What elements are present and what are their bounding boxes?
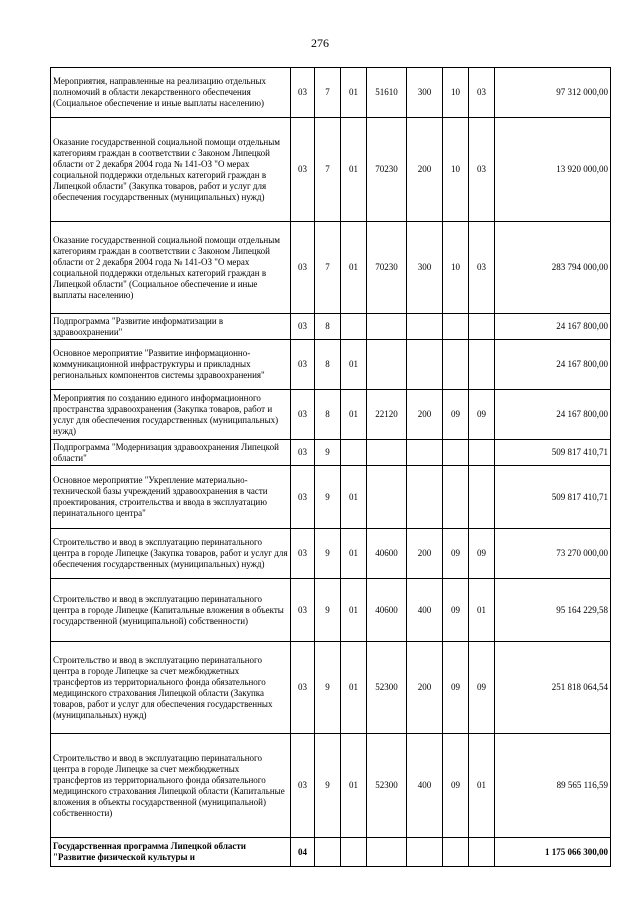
cell-code-expense-type: 200 [407, 529, 443, 579]
cell-code-direction: 22120 [367, 390, 407, 440]
cell-code-program: 03 [291, 390, 315, 440]
table-row [51, 222, 611, 314]
cell-code-program: 03 [291, 579, 315, 642]
cell-code-section: 09 [443, 529, 469, 579]
cell-code-activity: 01 [341, 118, 367, 222]
cell-code-subprogram: 9 [315, 734, 341, 838]
row-name: Мероприятия, направленные на реализацию отдельных полномочий в области лекарственного обеспечения (Социальное обеспечение и иные выплаты населению) [51, 68, 291, 118]
cell-code-program: 04 [291, 838, 315, 867]
cell-code-direction: 70230 [367, 222, 407, 314]
row-name: Основное мероприятие "Укрепление материально-технической базы учреждений здравоохранения в части проектирования, строительства и ввода в эксплуатацию перинатального центра" [51, 466, 291, 529]
cell-sum: 24 167 800,00 [495, 340, 611, 390]
cell-code-subsection: 09 [469, 390, 495, 440]
cell-code-activity: 01 [341, 642, 367, 734]
cell-sum: 509 817 410,71 [495, 440, 611, 466]
table-row [51, 642, 611, 734]
table-row [51, 734, 611, 838]
cell-code-subprogram: 8 [315, 340, 341, 390]
cell-code-direction: 51610 [367, 68, 407, 118]
cell-code-subprogram: 9 [315, 579, 341, 642]
cell-code-subprogram: 8 [315, 390, 341, 440]
cell-code-expense-type [407, 440, 443, 466]
cell-code-section: 10 [443, 222, 469, 314]
cell-code-section [443, 440, 469, 466]
row-name: Оказание государственной социальной помощи отдельным категориям граждан в соответствии с Законом Липецкой области от 2 декабря 2004 года № 141-ОЗ "О мерах социальной поддержки отдельных категорий граждан в Липецкой области" (Закупка товаров, работ и услуг для обеспечения государственных (муниципальных) нужд) [51, 118, 291, 222]
cell-code-activity [341, 838, 367, 867]
table-row [51, 340, 611, 390]
cell-sum: 97 312 000,00 [495, 68, 611, 118]
cell-sum: 95 164 229,58 [495, 579, 611, 642]
cell-code-program: 03 [291, 529, 315, 579]
budget-table [50, 67, 611, 867]
row-name: Строительство и ввод в эксплуатацию перинатального центра в городе Липецке за счет межбюджетных трансфертов из территориального фонда обязательного медицинского страхования Липецкой области (Капитальные вложения в объекты государственной (муниципальной) собственности) [51, 734, 291, 838]
cell-code-direction [367, 838, 407, 867]
cell-code-activity: 01 [341, 222, 367, 314]
cell-code-section [443, 340, 469, 390]
cell-code-program: 03 [291, 68, 315, 118]
row-name: Строительство и ввод в эксплуатацию перинатального центра в городе Липецке (Капитальные вложения в объекты государственной (муниципальной) собственности) [51, 579, 291, 642]
row-name: Строительство и ввод в эксплуатацию перинатального центра в городе Липецке (Закупка товаров, работ и услуг для обеспечения государственных (муниципальных) нужд) [51, 529, 291, 579]
cell-code-program: 03 [291, 642, 315, 734]
cell-sum: 24 167 800,00 [495, 314, 611, 340]
cell-code-subprogram [315, 838, 341, 867]
cell-sum: 89 565 116,59 [495, 734, 611, 838]
cell-code-expense-type: 200 [407, 390, 443, 440]
cell-code-direction [367, 314, 407, 340]
cell-code-subsection [469, 340, 495, 390]
row-name: Мероприятия по созданию единого информационного пространства здравоохранения (Закупка товаров, работ и услуг для обеспечения государственных (муниципальных) нужд) [51, 390, 291, 440]
cell-code-expense-type: 300 [407, 222, 443, 314]
cell-code-program: 03 [291, 340, 315, 390]
table-row [51, 68, 611, 118]
cell-code-expense-type: 200 [407, 118, 443, 222]
cell-code-section [443, 838, 469, 867]
row-name: Подпрограмма "Развитие информатизации в здравоохранении" [51, 314, 291, 340]
cell-code-program: 03 [291, 466, 315, 529]
cell-code-program: 03 [291, 440, 315, 466]
cell-code-subprogram: 7 [315, 118, 341, 222]
cell-code-section: 09 [443, 642, 469, 734]
cell-code-expense-type [407, 838, 443, 867]
cell-code-direction: 70230 [367, 118, 407, 222]
row-name: Государственная программа Липецкой области "Развитие физической культуры и [51, 838, 291, 867]
cell-code-subprogram: 9 [315, 529, 341, 579]
cell-code-section [443, 314, 469, 340]
cell-code-subprogram: 7 [315, 222, 341, 314]
cell-code-expense-type: 200 [407, 642, 443, 734]
table-row [51, 838, 611, 867]
cell-code-expense-type: 300 [407, 68, 443, 118]
cell-code-subsection [469, 440, 495, 466]
cell-code-section: 09 [443, 390, 469, 440]
cell-code-activity: 01 [341, 579, 367, 642]
cell-code-expense-type: 400 [407, 579, 443, 642]
row-name: Строительство и ввод в эксплуатацию перинатального центра в городе Липецке за счет межбюджетных трансфертов из территориального фонда обязательного медицинского страхования Липецкой области (Закупка товаров, работ и услуг для обеспечения государственных (муниципальных) нужд) [51, 642, 291, 734]
cell-code-program: 03 [291, 118, 315, 222]
table-body [51, 68, 611, 867]
row-name: Основное мероприятие "Развитие информационно-коммуникационной инфраструктуры и прикладных региональных компонентов системы здравоохранения" [51, 340, 291, 390]
table-row [51, 390, 611, 440]
cell-sum: 283 794 000,00 [495, 222, 611, 314]
cell-code-activity: 01 [341, 529, 367, 579]
table-row [51, 314, 611, 340]
cell-sum: 1 175 066 300,00 [495, 838, 611, 867]
cell-code-activity: 01 [341, 390, 367, 440]
cell-code-subprogram: 8 [315, 314, 341, 340]
cell-code-direction: 52300 [367, 642, 407, 734]
cell-code-subsection [469, 466, 495, 529]
cell-code-expense-type: 400 [407, 734, 443, 838]
page-number: 276 [311, 36, 329, 50]
cell-code-subprogram: 9 [315, 642, 341, 734]
table-row [51, 466, 611, 529]
cell-code-activity [341, 314, 367, 340]
cell-code-direction: 40600 [367, 529, 407, 579]
cell-code-activity [341, 440, 367, 466]
cell-code-direction [367, 340, 407, 390]
cell-code-subsection: 03 [469, 222, 495, 314]
cell-code-direction: 40600 [367, 579, 407, 642]
cell-code-subsection: 01 [469, 579, 495, 642]
table-row [51, 118, 611, 222]
cell-code-subsection [469, 314, 495, 340]
cell-code-activity: 01 [341, 68, 367, 118]
cell-code-subprogram: 9 [315, 440, 341, 466]
cell-code-direction: 52300 [367, 734, 407, 838]
cell-code-section [443, 466, 469, 529]
cell-code-subsection: 01 [469, 734, 495, 838]
cell-code-direction [367, 466, 407, 529]
cell-code-expense-type [407, 340, 443, 390]
cell-code-section: 09 [443, 579, 469, 642]
cell-code-program: 03 [291, 734, 315, 838]
cell-code-subsection: 09 [469, 529, 495, 579]
cell-code-program: 03 [291, 222, 315, 314]
table-row [51, 440, 611, 466]
cell-code-subsection: 03 [469, 68, 495, 118]
cell-code-subsection: 09 [469, 642, 495, 734]
cell-code-expense-type [407, 466, 443, 529]
cell-sum: 509 817 410,71 [495, 466, 611, 529]
cell-code-section: 09 [443, 734, 469, 838]
table-row [51, 579, 611, 642]
cell-code-subprogram: 9 [315, 466, 341, 529]
cell-code-section: 10 [443, 68, 469, 118]
cell-code-subprogram: 7 [315, 68, 341, 118]
table-row [51, 529, 611, 579]
row-name: Оказание государственной социальной помощи отдельным категориям граждан в соответствии с Законом Липецкой области от 2 декабря 2004 года № 141-ОЗ "О мерах социальной поддержки отдельных категорий граждан в Липецкой области" (Социальное обеспечение и иные выплаты населению) [51, 222, 291, 314]
cell-code-subsection: 03 [469, 118, 495, 222]
cell-sum: 73 270 000,00 [495, 529, 611, 579]
cell-sum: 251 818 064,54 [495, 642, 611, 734]
cell-sum: 13 920 000,00 [495, 118, 611, 222]
cell-code-program: 03 [291, 314, 315, 340]
cell-code-activity: 01 [341, 466, 367, 529]
cell-code-direction [367, 440, 407, 466]
cell-sum: 24 167 800,00 [495, 390, 611, 440]
row-name: Подпрограмма "Модернизация здравоохранения Липецкой области" [51, 440, 291, 466]
cell-code-section: 10 [443, 118, 469, 222]
cell-code-subsection [469, 838, 495, 867]
cell-code-activity: 01 [341, 734, 367, 838]
cell-code-expense-type [407, 314, 443, 340]
cell-code-activity: 01 [341, 340, 367, 390]
